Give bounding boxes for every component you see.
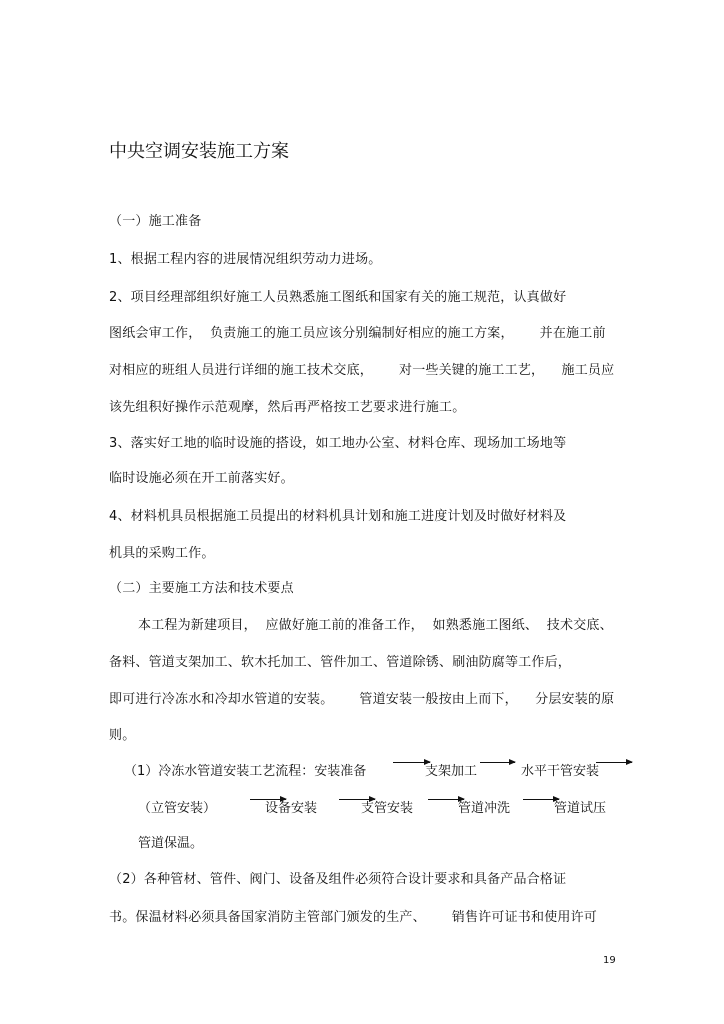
paragraph-line: 对相应的班组人员进行详细的施工技术交底， 对一些关键的施工工艺， 施工员应 [109,363,615,378]
flow-step-bracket: 支架加工 [425,764,478,779]
paragraph-line: 书。保温材料必须具备国家消防主管部门颁发的生产、 销售许可证书和使用许可 [109,910,597,925]
flow-step-riser: （立管安装） [138,801,217,816]
paragraph-line: 本工程为新建项目， 应做好施工前的准备工作， 如熟悉施工图纸、 技术交底、 [138,618,613,633]
paragraph-line: 4、材料机具员根据施工员提出的材料机具计划和施工进度计划及时做好材料及 [109,509,567,524]
paragraph-line: 则。 [109,728,136,743]
flow-arrow [480,762,515,763]
flow-step-flush: 管道冲洗 [458,801,511,816]
flow-step-branch: 支管安装 [361,801,414,816]
paragraph-line: （2）各种管材、管件、阀门、设备及组件必须符合设计要求和具备产品合格证 [109,872,567,887]
page-title: 中央空调安装施工方案 [109,141,289,162]
flow-step-pressure-test: 管道试压 [554,801,607,816]
section-heading-1: （一）施工准备 [109,214,202,229]
page-number: 19 [603,955,616,966]
paragraph-line: 机具的采购工作。 [109,546,215,561]
paragraph-line: 3、落实好工地的临时设施的搭设，如工地办公室、材料仓库、现场加工场地等 [109,436,567,451]
flow-step-horizontal-main: 水平干管安装 [521,764,600,779]
paragraph-line: 1、根据工程内容的进展情况组织劳动力进场。 [109,252,382,267]
paragraph-line: 该先组积好操作示范观摩，然后再严格按工艺要求进行施工。 [109,400,466,415]
flow-intro: （1）冷冻水管道安装工艺流程：安装准备 [124,764,367,779]
paragraph-line: 即可进行冷冻水和冷却水管道的安装。 管道安装一般按由上而下， 分层安装的原 [109,692,615,707]
paragraph-line: 临时设施必须在开工前落实好。 [109,471,294,486]
flow-arrow [596,762,632,763]
section-heading-2: （二）主要施工方法和技术要点 [109,581,294,596]
paragraph-line: 2、项目经理部组织好施工人员熟悉施工图纸和国家有关的施工规范，认真做好 [109,290,567,305]
flow-step-insulation: 管道保温。 [138,836,204,851]
paragraph-line: 备料、管道支架加工、软木托加工、管件加工、管道除锈、刷油防腐等工作后， [109,655,572,670]
flow-step-equipment: 设备安装 [265,801,318,816]
paragraph-line: 图纸会审工作， 负责施工的施工员应该分别编制好相应的施工方案， 并在施工前 [109,326,606,341]
